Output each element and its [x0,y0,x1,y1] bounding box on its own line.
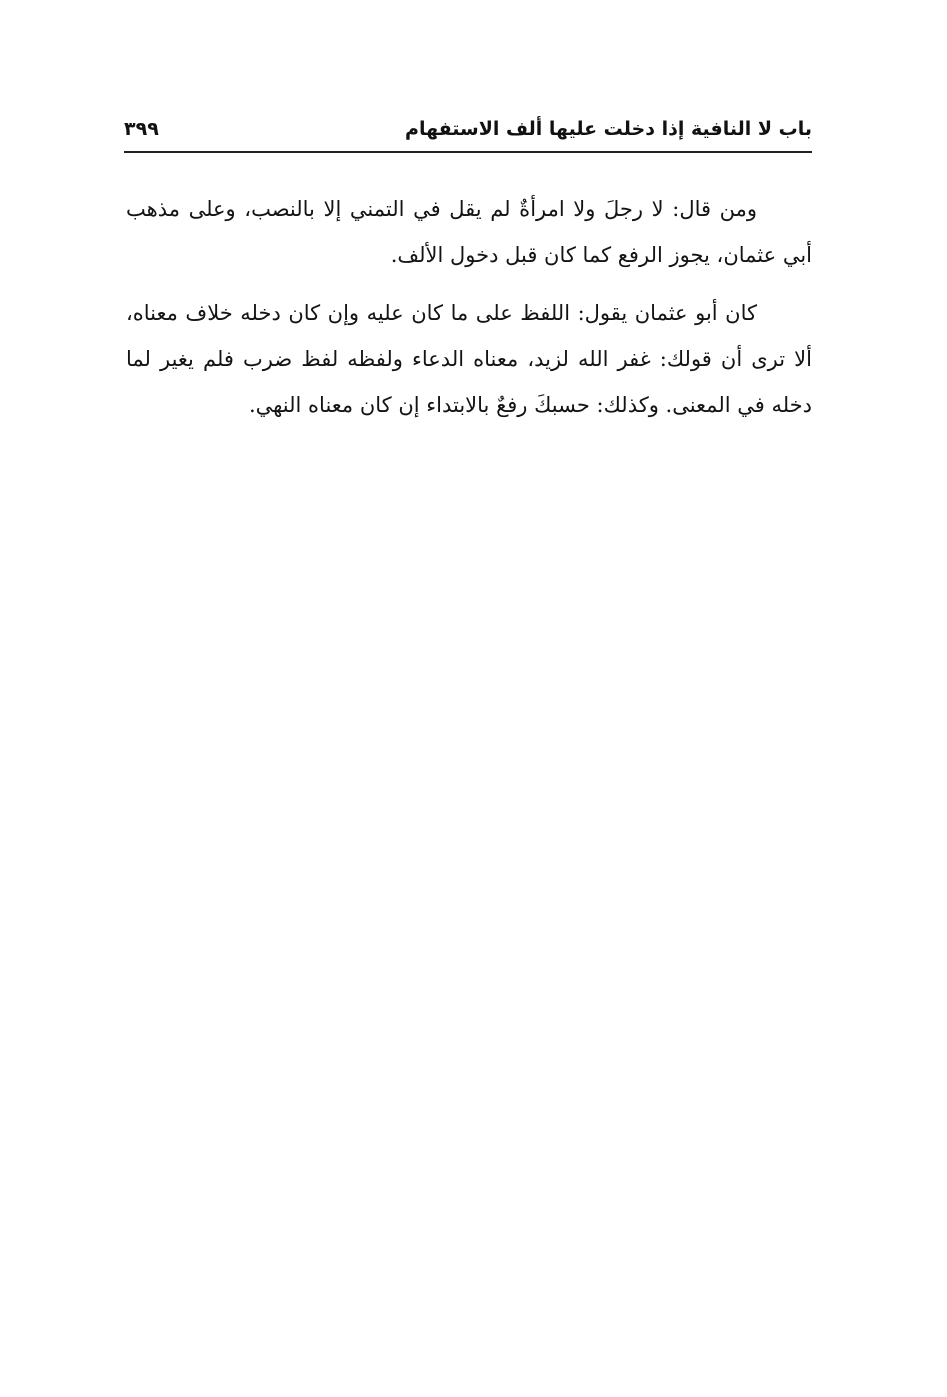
paragraph: كان أبو عثمان يقول: اللفظ على ما كان عليه وإن كان دخله خلاف معناه، ألا ترى أن قولك: غفر الله لزيد، معناه الدعاء ولفظه لفظ ضرب فلم يغير لما دخله في المعنى. وكذلك: حسبكَ رفعٌ بالابتداء إن كان معناه النهي. [126,301,812,417]
paragraph: ومن قال: لا رجلَ ولا امرأةٌ لم يقل في التمني إلا بالنصب، وعلى مذهب أبي عثمان، يجوز الرفع كما كان قبل دخول الألف. [126,197,812,267]
header-divider [124,151,812,153]
body-text [126,186,812,440]
running-header [124,114,812,150]
page-number: ٣٩٩ [124,118,159,140]
chapter-title: باب لا النافية إذا دخلت عليها ألف الاستفهام [405,118,812,140]
